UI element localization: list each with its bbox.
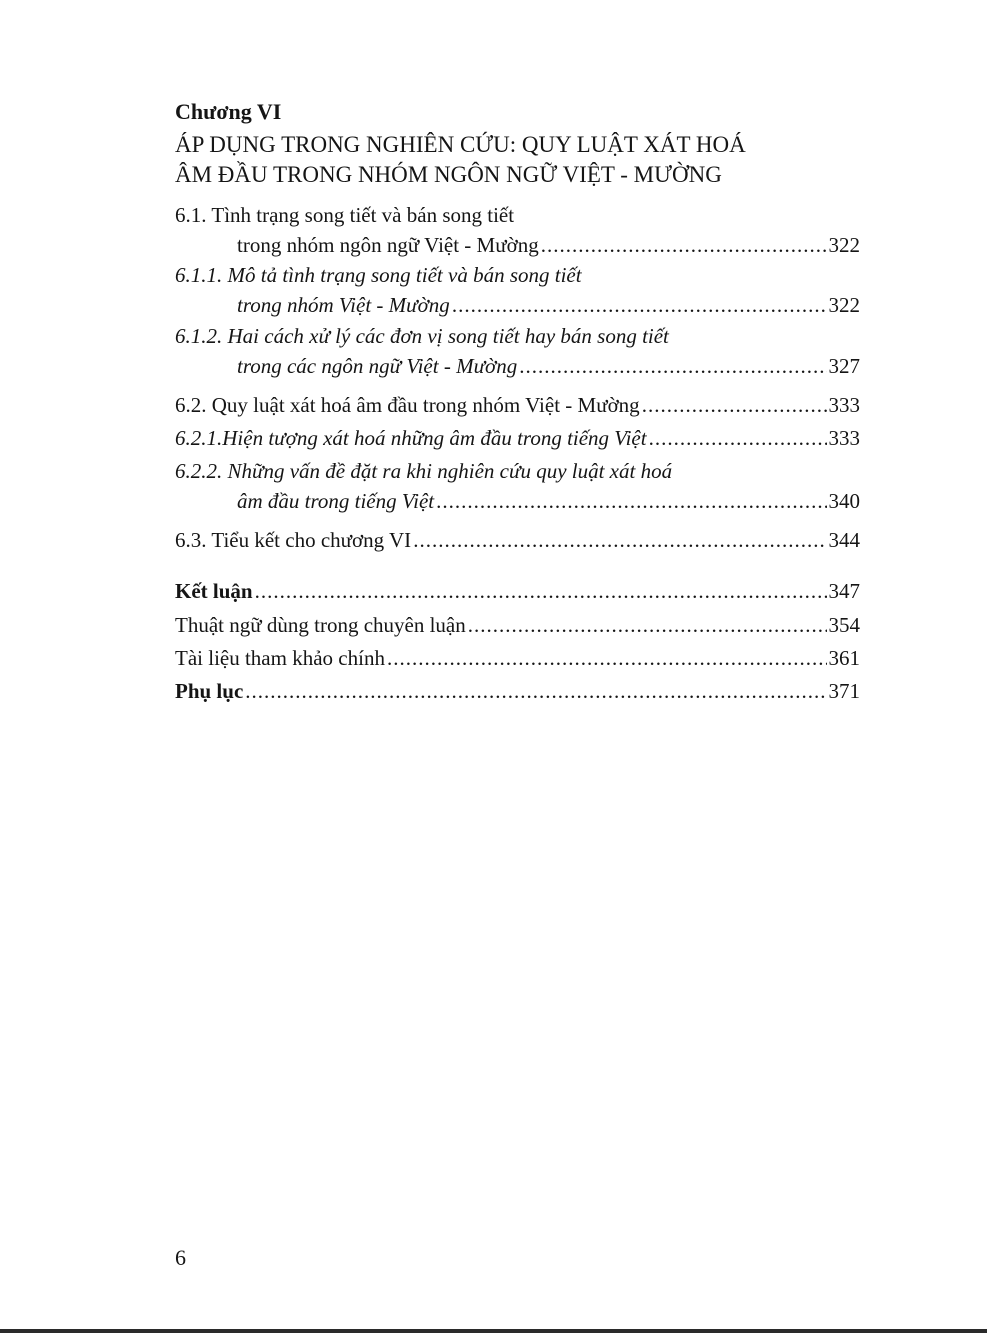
toc-entry-title: 6.1. Tình trạng song tiết và bán song tiết: [175, 203, 515, 227]
toc-leader-dots: [387, 643, 827, 673]
toc-entry-6-3[interactable]: [175, 525, 860, 555]
toc-entry-title: Tài liệu tham khảo chính: [175, 646, 385, 670]
toc-entry-title: 6.1.2. Hai cách xử lý các đơn vị song tiết hay bán song tiết: [175, 324, 669, 348]
toc-page-number: 371: [828, 679, 860, 703]
toc-leader-dots: [519, 351, 826, 381]
toc-entry-title: Kết luận: [175, 579, 253, 603]
toc-page-number: 322: [828, 233, 860, 257]
toc-leader-dots: [255, 576, 827, 606]
chapter-title-line-2: ÂM ĐẦU TRONG NHÓM NGÔN NGỮ VIỆT - MƯỜNG: [175, 162, 722, 187]
toc-page-number: 344: [828, 528, 860, 552]
bottom-edge-rule: [0, 1329, 987, 1333]
toc-leader-dots: [541, 230, 827, 260]
toc-leader-dots: [245, 676, 826, 706]
toc-entry-ket-luan[interactable]: [175, 576, 860, 606]
toc-entry-thuat-ngu[interactable]: [175, 610, 860, 640]
toc-entry-6-1-2[interactable]: [175, 321, 860, 381]
toc-entry-6-2-1[interactable]: [175, 423, 860, 453]
toc-page-number: 354: [828, 613, 860, 637]
toc-entry-6-1-1[interactable]: [175, 260, 860, 320]
toc-leader-dots: [642, 390, 827, 420]
toc-leader-dots: [468, 610, 827, 640]
page-number: 6: [175, 1245, 186, 1270]
toc-entry-title: 6.1.1. Mô tả tình trạng song tiết và bán song tiết: [175, 263, 582, 287]
toc-entry-title: 6.2.1.Hiện tượng xát hoá những âm đầu trong tiếng Việt: [175, 426, 647, 450]
toc-entry-tai-lieu[interactable]: [175, 643, 860, 673]
chapter-title: [175, 130, 875, 190]
chapter-label: Chương VI: [175, 99, 282, 124]
toc-entry-title-continued: trong nhóm Việt - Mường: [237, 293, 450, 317]
toc-entry-phu-luc[interactable]: [175, 676, 860, 706]
chapter-title-line-1: ÁP DỤNG TRONG NGHIÊN CỨU: QUY LUẬT XÁT HOÁ: [175, 132, 746, 157]
toc-entry-title: 6.2.2. Những vấn đề đặt ra khi nghiên cứu quy luật xát hoá: [175, 459, 673, 483]
toc-leader-dots: [436, 486, 826, 516]
toc-entry-title-continued: âm đầu trong tiếng Việt: [237, 489, 435, 513]
toc-leader-dots: [452, 290, 827, 320]
toc-entry-title: Phụ lục: [175, 679, 244, 703]
toc-page-number: 340: [828, 489, 860, 513]
toc-entry-6-1[interactable]: [175, 200, 860, 260]
toc-page-number: 347: [828, 579, 860, 603]
toc-entry-title: 6.3. Tiểu kết cho chương VI: [175, 528, 412, 552]
toc-page-number: 333: [828, 426, 860, 450]
toc-entry-title-continued: trong nhóm ngôn ngữ Việt - Mường: [237, 233, 539, 257]
toc-entry-6-2[interactable]: [175, 390, 860, 420]
toc-entry-title: 6.2. Quy luật xát hoá âm đầu trong nhóm Việt - Mường: [175, 393, 640, 417]
toc-page-number: 361: [828, 646, 860, 670]
toc-entry-6-2-2[interactable]: [175, 456, 860, 516]
toc-leader-dots: [413, 525, 826, 555]
toc-entry-title-continued: trong các ngôn ngữ Việt - Mường: [237, 354, 518, 378]
toc-page-number: 333: [828, 393, 860, 417]
toc-page-number: 322: [828, 293, 860, 317]
toc-leader-dots: [649, 423, 827, 453]
toc-page-number: 327: [828, 354, 860, 378]
toc-entry-title: Thuật ngữ dùng trong chuyên luận: [175, 613, 466, 637]
